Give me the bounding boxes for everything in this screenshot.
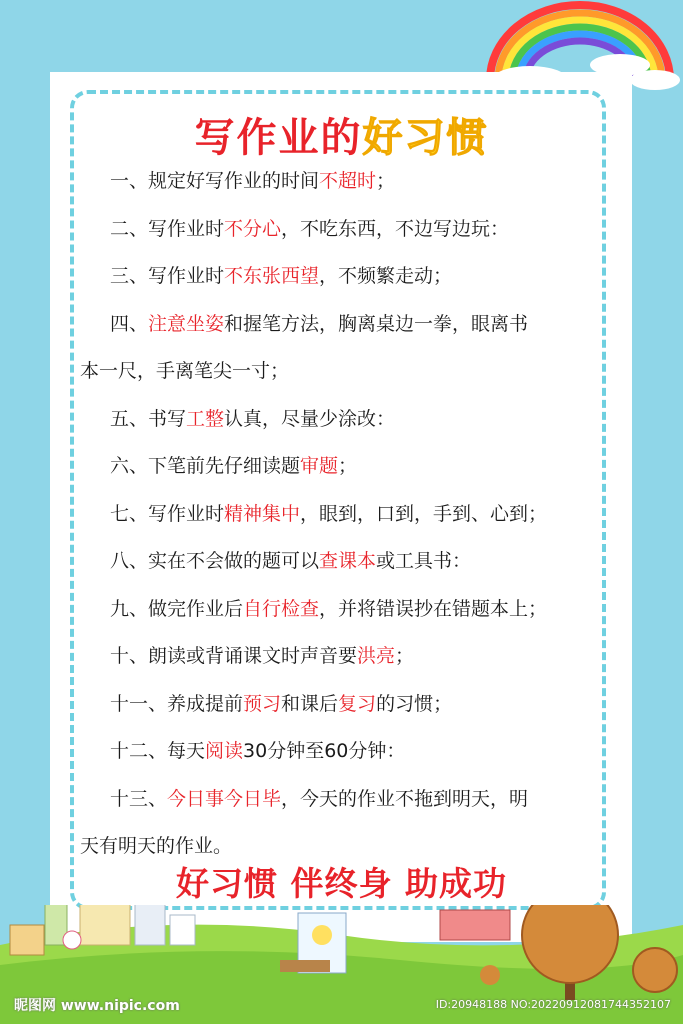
habit-text: ； — [395, 645, 415, 667]
habit-text: 和握笔方法，胸离桌边一拳，眼离书 — [224, 312, 529, 335]
habit-line-continued: 本一尺，手离笔尖一寸； — [80, 360, 290, 382]
habit-highlight: 工整 — [186, 407, 225, 430]
habit-item — [80, 728, 600, 776]
habit-text: 二、写作业时 — [110, 217, 225, 240]
habit-highlight: 注意坐姿 — [148, 312, 225, 335]
habit-text: 三、写作业时 — [110, 265, 225, 287]
habit-list — [80, 158, 600, 871]
poster-title — [0, 106, 683, 163]
habit-highlight: 预习 — [243, 692, 282, 715]
habit-text: 十二、每天 — [110, 740, 206, 762]
habit-line — [80, 681, 600, 729]
habit-item — [80, 776, 600, 871]
habit-text: ，今天的作业不拖到明天，明 — [281, 787, 529, 810]
habit-item — [80, 491, 600, 539]
habit-line — [80, 396, 600, 444]
habit-line — [80, 491, 600, 539]
habit-line — [80, 538, 600, 586]
habit-text: 认真，尽量少涂改： — [224, 407, 396, 430]
habit-highlight: 不分心 — [224, 217, 282, 240]
slogan: 好习惯 伴终身 助成功 — [176, 864, 507, 903]
habit-item — [80, 158, 600, 206]
habit-text: 十三、 — [110, 787, 168, 810]
habit-item — [80, 396, 600, 444]
habit-text: ，不频繁走动； — [319, 265, 453, 287]
habit-highlight: 洪亮 — [357, 645, 396, 667]
habit-highlight: 复习 — [338, 692, 377, 715]
habit-text: ，眼到，口到，手到、心到； — [300, 502, 548, 525]
habit-text: 六、下笔前先仔细读题 — [110, 455, 301, 477]
habit-text: ； — [338, 455, 358, 477]
habit-line — [80, 206, 600, 254]
habit-text: 一、规定好写作业的时间 — [110, 170, 320, 192]
title-part1: 写作业的 — [194, 115, 363, 161]
habit-line — [80, 728, 600, 776]
habit-item — [80, 253, 600, 301]
habit-item — [80, 538, 600, 586]
habit-line-continued: 天有明天的作业。 — [80, 835, 233, 857]
habit-line — [80, 586, 600, 634]
habit-item — [80, 633, 600, 681]
habit-item — [80, 586, 600, 634]
habit-text: ，不吃东西，不边写边玩： — [281, 217, 510, 240]
habit-text: 五、书写 — [110, 407, 187, 430]
habit-text: 30分钟至60分钟： — [243, 740, 406, 762]
habit-item — [80, 301, 600, 396]
habit-text: 九、做完作业后 — [110, 597, 244, 620]
habit-line — [80, 301, 600, 349]
habit-highlight: 阅读 — [205, 740, 244, 762]
habit-text: 七、写作业时 — [110, 502, 225, 525]
title-part2: 好习惯 — [362, 115, 489, 161]
habit-highlight: 审题 — [300, 455, 339, 477]
habit-item — [80, 443, 600, 491]
habit-text: 或工具书： — [376, 550, 472, 572]
habit-text: ； — [376, 170, 396, 192]
habit-line — [80, 633, 600, 681]
habit-text: 和课后 — [281, 692, 339, 715]
habit-item — [80, 206, 600, 254]
habit-text: 的习惯； — [376, 692, 453, 715]
habit-line — [80, 776, 600, 824]
habit-line — [80, 443, 600, 491]
habit-text: 八、实在不会做的题可以 — [110, 550, 320, 572]
habit-line — [80, 253, 600, 301]
habit-highlight: 不东张西望 — [224, 265, 320, 287]
habit-line — [80, 158, 600, 206]
habit-text: 十、朗读或背诵课文时声音要 — [110, 645, 358, 667]
watermark-id: ID:20948188 NO:20220912081744352107 — [435, 998, 671, 1011]
habit-item — [80, 681, 600, 729]
habit-highlight: 今日事今日毕 — [167, 787, 282, 810]
habit-highlight: 查课本 — [319, 550, 377, 572]
habit-highlight: 不超时 — [319, 170, 377, 192]
habit-highlight: 精神集中 — [224, 502, 301, 525]
habit-text: 十一、养成提前 — [110, 692, 244, 715]
habit-text: ，并将错误抄在错题本上； — [319, 597, 548, 620]
habit-highlight: 自行检查 — [243, 597, 320, 620]
habit-text: 四、 — [110, 312, 149, 335]
watermark-site: 昵图网 www.nipic.com — [14, 998, 180, 1014]
